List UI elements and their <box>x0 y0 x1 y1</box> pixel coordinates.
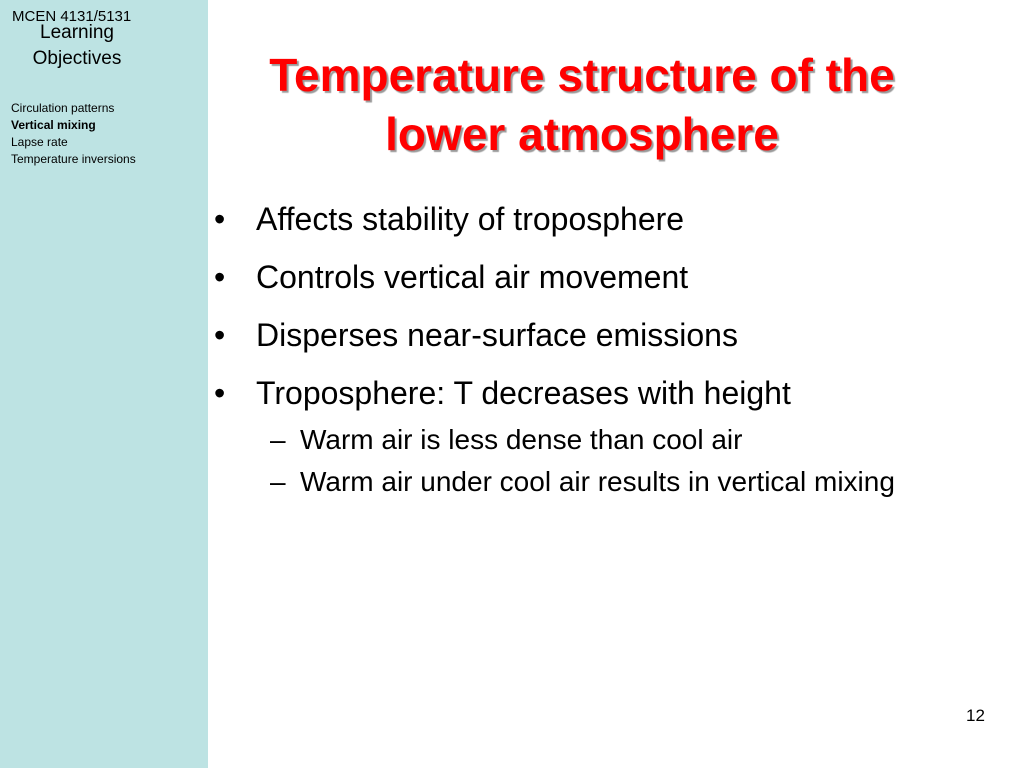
bullet-item <box>210 255 950 299</box>
topic-item: Temperature inversions <box>11 152 136 166</box>
bullet-text: Affects stability of troposphere <box>256 201 685 237</box>
page-number: 12 <box>966 706 985 725</box>
bullet-item <box>210 313 950 357</box>
slide-content <box>210 197 950 505</box>
bullet-icon: • <box>214 201 226 237</box>
sub-bullet-list <box>210 421 950 501</box>
learning-objectives-heading: Learning Objectives <box>32 22 122 69</box>
sub-bullet-item <box>210 421 950 459</box>
bullet-icon: • <box>214 375 226 411</box>
bullet-icon: • <box>214 259 226 295</box>
slide-title: Temperature structure of the lower atmosphere <box>269 49 895 160</box>
dash-icon: – <box>270 424 286 455</box>
sub-bullet-text: Warm air is less dense than cool air <box>300 424 743 455</box>
sidebar <box>0 0 208 768</box>
topic-item-active: Vertical mixing <box>11 118 96 132</box>
bullet-text: Controls vertical air movement <box>256 259 689 295</box>
topic-item: Circulation patterns <box>11 101 115 115</box>
course-code: MCEN 4131/5131 <box>12 8 132 25</box>
bullet-list <box>210 197 950 415</box>
bullet-text: Disperses near-surface emissions <box>256 317 738 353</box>
topic-list <box>11 100 136 168</box>
bullet-item <box>210 197 950 241</box>
sub-bullet-text: Warm air under cool air results in vertical mixing <box>300 466 895 497</box>
dash-icon: – <box>270 466 286 497</box>
sub-bullet-item <box>210 463 950 501</box>
topic-item: Lapse rate <box>11 135 68 149</box>
bullet-item <box>210 371 950 415</box>
bullet-text: Troposphere: T decreases with height <box>256 375 791 411</box>
bullet-icon: • <box>214 317 226 353</box>
